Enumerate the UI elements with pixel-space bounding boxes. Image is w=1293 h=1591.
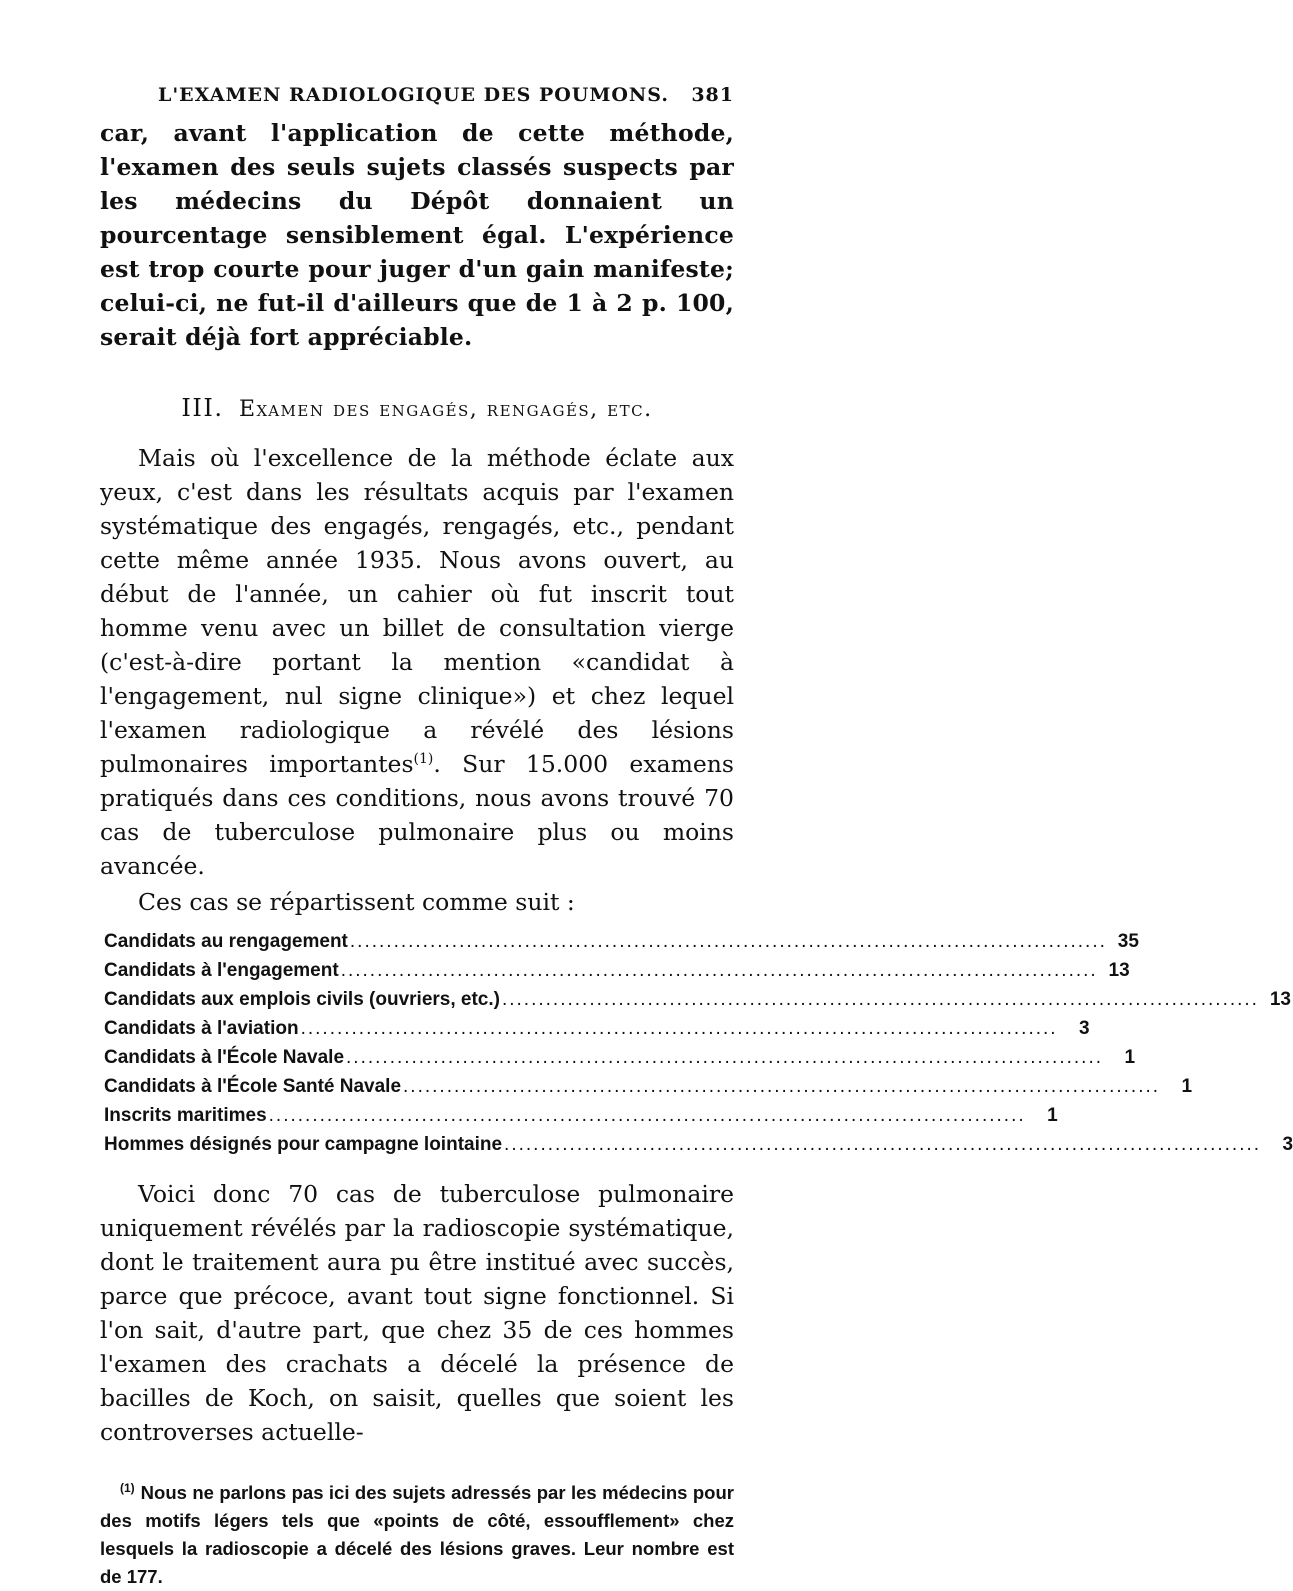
dot-leader: ........................................................................................................	[349, 931, 1107, 952]
entry-label: Candidats à l'aviation	[104, 1018, 299, 1039]
distribution-entry	[104, 1043, 1136, 1072]
section-paragraph-continuation: . Sur 15.000 examens pratiqués dans ces conditions, nous avons trouvé 70 cas de tuberculose pulmonaire plus ou moins avancée.	[100, 750, 734, 880]
entry-label: Candidats aux emplois civils (ouvriers, etc.)	[104, 989, 500, 1010]
dot-leader: ........................................................................................................	[403, 1076, 1161, 1097]
distribution-entry	[104, 927, 1139, 956]
entry-count: 3	[1079, 1018, 1090, 1039]
entry-count: 3	[1282, 1134, 1293, 1155]
dot-leader: ........................................................................................................	[501, 989, 1259, 1010]
running-head	[100, 78, 734, 114]
entry-count: 35	[1117, 931, 1139, 952]
distribution-entry	[104, 956, 1130, 985]
entry-count: 1	[1181, 1076, 1193, 1097]
dot-leader: ........................................................................................................	[300, 1018, 1058, 1039]
entry-count: 13	[1269, 989, 1291, 1010]
distribution-entry	[104, 1014, 1090, 1043]
dot-leader: ........................................................................................................	[346, 1047, 1104, 1068]
footnote-text: Nous ne parlons pas ici des sujets adressés par les médecins pour des motifs légers tels que «points de côté, essoufflement» chez lesquels la radioscopie a décelé des lésions graves. Leur nombre est de 177.	[100, 1482, 734, 1587]
lead-paragraph: car, avant l'application de cette méthode, l'examen des seuls sujets classés suspects par les médecins du Dépôt donnaient un pourcentage sensiblement égal. L'expérience est trop courte pour juger d'un gain manifeste; celui-ci, ne fut-il d'ailleurs que de 1 à 2 p. 100, serait déjà fort appréciable.	[100, 119, 734, 351]
distribution-entry	[104, 1130, 1293, 1159]
entry-count: 1	[1047, 1105, 1058, 1126]
entry-label: Candidats à l'École Santé Navale	[104, 1076, 402, 1097]
entry-count: 1	[1124, 1047, 1136, 1068]
book-page	[100, 78, 1293, 1591]
dot-leader: ........................................................................................................	[268, 1105, 1026, 1126]
distribution-intro: Ces cas se répartissent comme suit :	[138, 888, 575, 916]
entry-label: Hommes désignés pour campagne lointaine	[104, 1134, 503, 1155]
distribution-entry	[104, 985, 1291, 1014]
section-number: III.	[181, 394, 224, 422]
distribution-list	[100, 927, 1293, 1159]
entry-label: Candidats à l'École Navale	[104, 1047, 345, 1068]
distribution-entry	[104, 1101, 1058, 1130]
section-paragraph	[100, 441, 734, 883]
dot-leader: ........................................................................................................	[504, 1134, 1262, 1155]
entry-label: Candidats au rengagement	[104, 931, 348, 952]
dot-leader: ........................................................................................................	[340, 960, 1098, 981]
distribution-entry	[104, 1072, 1193, 1101]
section-title: Examen des engagés, rengagés, etc.	[239, 397, 653, 422]
footnote	[100, 1479, 734, 1591]
entry-label: Candidats à l'engagement	[104, 960, 339, 981]
entry-label: Inscrits maritimes	[104, 1105, 267, 1126]
entry-count: 13	[1108, 960, 1130, 981]
footnote-reference: (1)	[413, 751, 434, 768]
section-paragraph-text: Mais où l'excellence de la méthode éclate aux yeux, c'est dans les résultats acquis par l'examen systématique des engagés, rengagés, etc., pendant cette même année 1935. Nous avons ouvert, au début de l'année, un cahier où fut inscrit tout homme venu avec un billet de consultation vierge (c'est-à-dire portant la mention «candidat à l'engagement, nul signe clinique») et chez lequel l'examen radiologique a révélé des lésions pulmonaires importantes	[100, 444, 734, 778]
closing-paragraph: Voici donc 70 cas de tuberculose pulmonaire uniquement révélés par la radioscopie systématique, dont le traitement aura pu être institué avec succès, parce que précoce, avant tout signe fonctionnel. Si l'on sait, d'autre part, que chez 35 de ces hommes l'examen des crachats a décelé la présence de bacilles de Koch, on saisit, quelles que soient les controverses actuelle-	[100, 1180, 734, 1446]
section-heading	[100, 391, 734, 425]
page-number: 381	[691, 84, 734, 106]
footnote-mark: (1)	[120, 1480, 135, 1495]
running-title: L'EXAMEN RADIOLOGIQUE DES POUMONS.	[158, 84, 669, 106]
